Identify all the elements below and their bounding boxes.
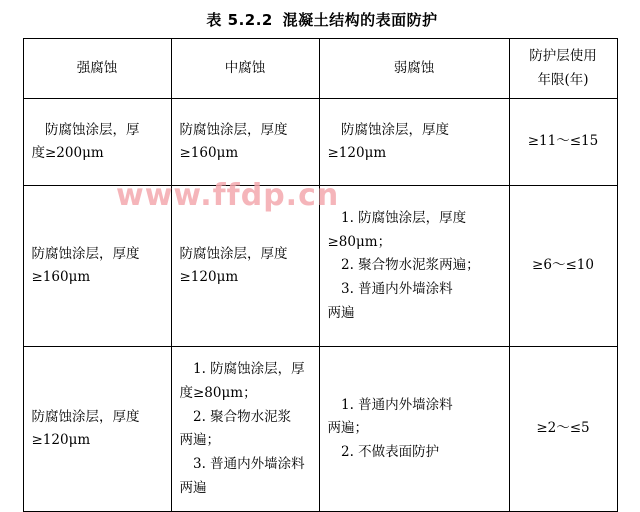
cell-medium-2-line1: 防腐蚀涂层，厚度 xyxy=(179,245,288,262)
page-title xyxy=(0,0,640,38)
cell-weak-1-line1: 防腐蚀涂层，厚度 xyxy=(341,121,449,138)
cell-years-3 xyxy=(509,347,617,512)
cell-medium-1-line1: 防腐蚀涂层，厚度 xyxy=(179,121,288,138)
cell-years-3-line1: ≥2～≤5 xyxy=(536,420,590,437)
cell-weak-1 xyxy=(319,99,509,186)
column-header-service-life-line2: 年限(年) xyxy=(537,71,589,88)
cell-strong-1 xyxy=(23,99,171,186)
cell-medium-3-line6: 两遍 xyxy=(179,479,207,496)
cell-medium-3-line1: 1. 防腐蚀涂层，厚 xyxy=(193,361,305,378)
cell-weak-3-line1: 1. 普通内外墙涂料 xyxy=(341,396,453,413)
cell-weak-2-line1: 1. 防腐蚀涂层，厚度 xyxy=(341,210,467,227)
table-header xyxy=(23,39,617,99)
cell-weak-2 xyxy=(319,186,509,347)
cell-weak-2-line3: 2. 聚合物水泥浆两遍； xyxy=(341,257,480,274)
cell-medium-3-line2: 度≥80μm； xyxy=(179,385,257,401)
cell-strong-3-line2: ≥120μm xyxy=(31,432,91,449)
table-row xyxy=(23,347,617,512)
cell-medium-3-line5: 3. 普通内外墙涂料 xyxy=(193,455,305,472)
cell-strong-3 xyxy=(23,347,171,512)
column-header-service-life-line1: 防护层使用 xyxy=(529,48,597,64)
table-row xyxy=(23,186,617,347)
cell-medium-1 xyxy=(171,99,319,186)
cell-medium-3 xyxy=(171,347,319,512)
cell-years-1-line1: ≥11～≤15 xyxy=(527,133,599,150)
column-header-medium xyxy=(171,39,319,99)
column-header-strong-line1: 强腐蚀 xyxy=(76,59,118,76)
cell-weak-2-line5: 两遍 xyxy=(327,304,355,321)
table-title: 混凝土结构的表面防护 xyxy=(282,11,438,29)
cell-weak-2-line4: 3. 普通内外墙涂料 xyxy=(341,281,453,298)
cell-medium-1-line2: ≥160μm xyxy=(179,145,239,162)
cell-medium-2 xyxy=(171,186,319,347)
cell-weak-3 xyxy=(319,347,509,512)
table-row xyxy=(23,99,617,186)
watermark: www.ffdp.cn xyxy=(116,178,340,213)
cell-medium-3-line4: 两遍； xyxy=(179,432,220,449)
column-header-weak xyxy=(319,39,509,99)
cell-weak-3-line3: 2. 不做表面防护 xyxy=(341,444,440,461)
column-header-medium-line1: 中腐蚀 xyxy=(224,59,266,76)
cell-strong-2-line1: 防腐蚀涂层，厚度 xyxy=(31,245,140,262)
surface-protection-table xyxy=(23,38,618,512)
cell-medium-3-line3: 2. 聚合物水泥浆 xyxy=(193,408,292,425)
cell-medium-2-line2: ≥120μm xyxy=(179,269,239,286)
cell-years-2 xyxy=(509,186,617,347)
column-header-service-life xyxy=(509,39,617,99)
cell-strong-3-line1: 防腐蚀涂层，厚度 xyxy=(31,408,140,425)
cell-strong-2-line2: ≥160μm xyxy=(31,269,91,286)
cell-strong-2 xyxy=(23,186,171,347)
column-header-strong xyxy=(23,39,171,99)
cell-strong-1-line2: 度≥200μm xyxy=(31,145,104,162)
column-header-weak-line1: 弱腐蚀 xyxy=(393,59,435,76)
cell-weak-2-line2: ≥80μm； xyxy=(327,233,392,250)
table-body xyxy=(23,99,617,512)
cell-weak-3-line2: 两遍； xyxy=(327,420,368,437)
cell-weak-1-line2: ≥120μm xyxy=(327,145,387,162)
table-label: 表 5.2.2 xyxy=(206,11,273,29)
cell-years-2-line1: ≥6～≤10 xyxy=(532,257,594,274)
cell-strong-1-line1: 防腐蚀涂层，厚 xyxy=(45,121,140,138)
table-header-row xyxy=(23,39,617,99)
cell-years-1 xyxy=(509,99,617,186)
